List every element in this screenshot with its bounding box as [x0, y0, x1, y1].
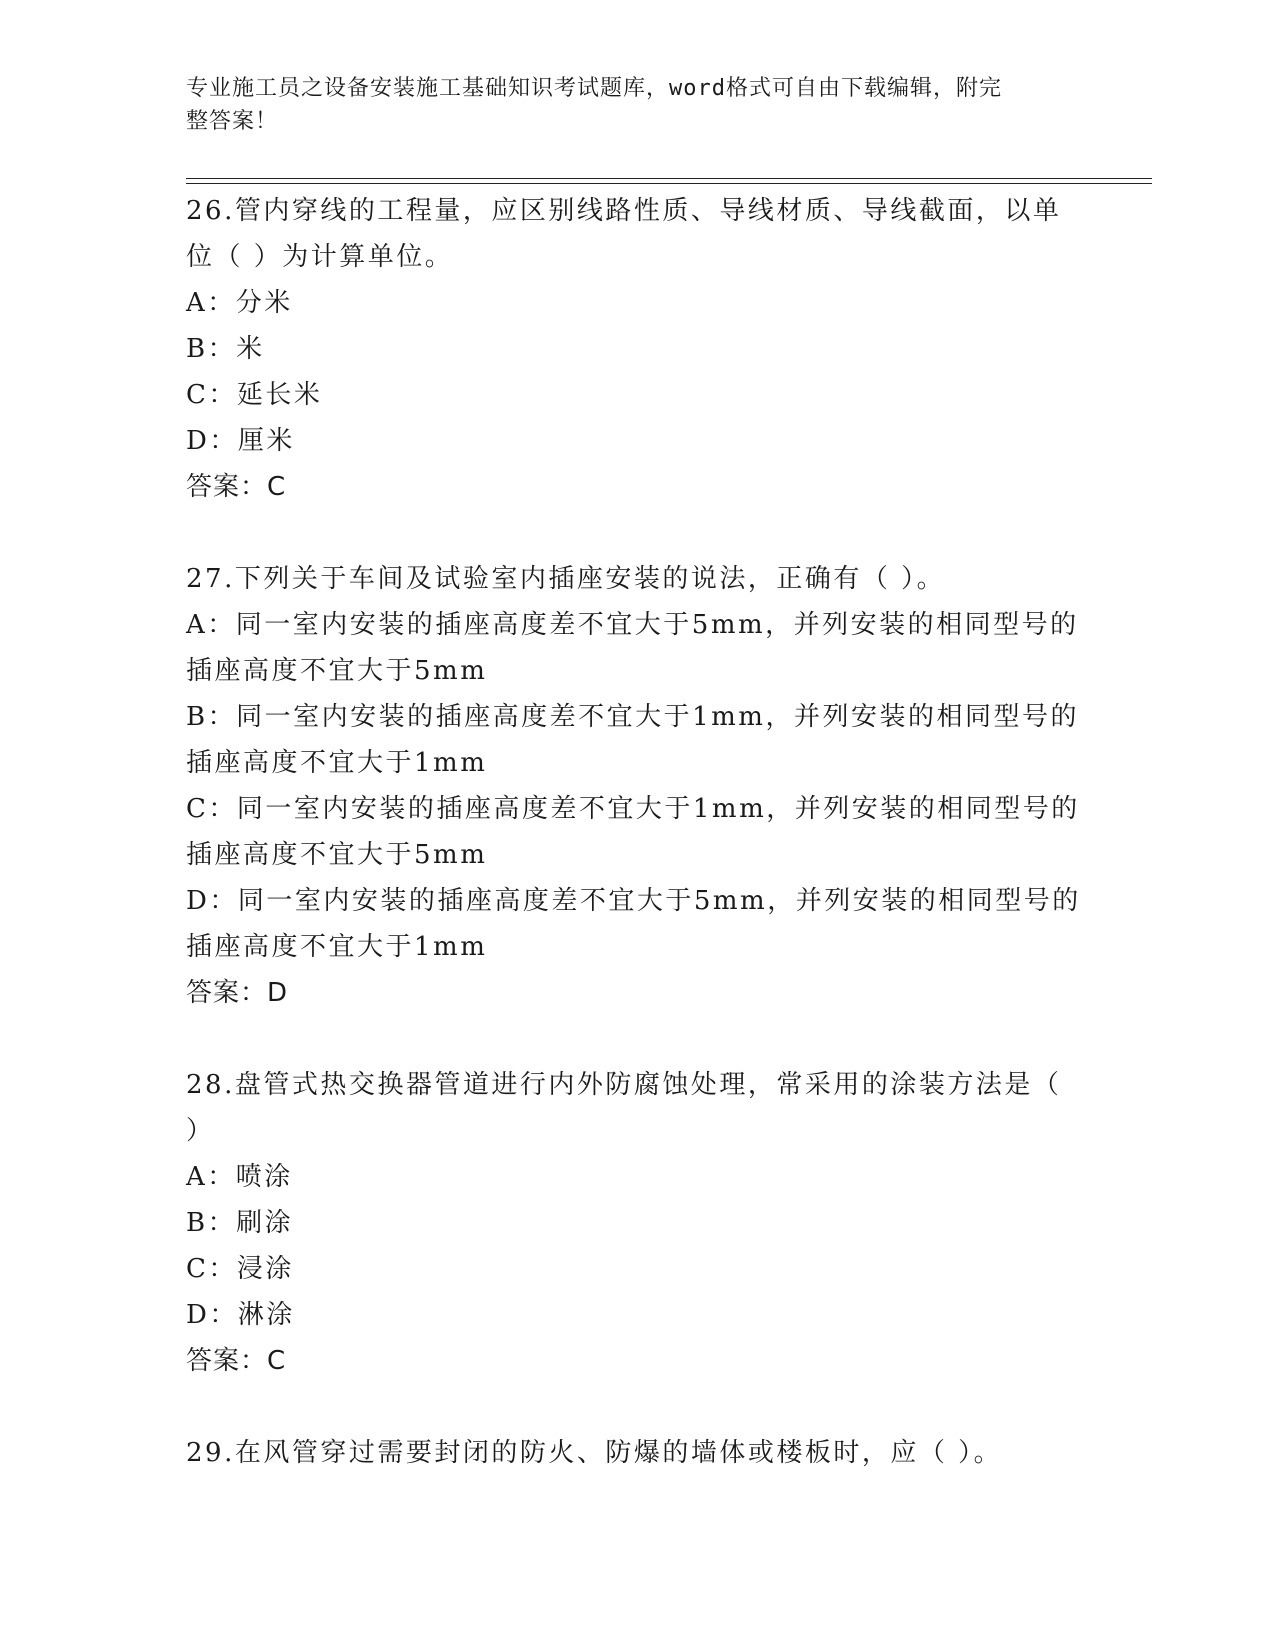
option-c: C：延长米	[186, 380, 323, 410]
option-a: A：分米	[186, 288, 293, 318]
header-line-2: 整答案！	[186, 109, 279, 134]
option-b: B：同一室内安装的插座高度差不宜大于1mm，并列安装的相同型号的	[186, 702, 1079, 732]
option-b: B：刷涂	[186, 1208, 294, 1238]
question-28	[186, 1062, 1086, 1384]
question-text: 26.管内穿线的工程量，应区别线路性质、导线材质、导线截面，以单	[186, 196, 1062, 226]
option-b: B：米	[186, 334, 265, 364]
option-d-cont: 插座高度不宜大于1mm	[186, 932, 488, 962]
question-text-cont: ）	[186, 1116, 215, 1146]
question-list	[186, 188, 1086, 1522]
option-c-cont: 插座高度不宜大于5mm	[186, 840, 488, 870]
question-text: 27.下列关于车间及试验室内插座安装的说法，正确有（ ）。	[186, 564, 946, 594]
header-divider-bottom	[186, 183, 1152, 184]
document-header	[186, 72, 1066, 138]
answer-text: 答案：C	[186, 472, 287, 502]
option-c: C：同一室内安装的插座高度差不宜大于1mm，并列安装的相同型号的	[186, 794, 1080, 824]
option-d: D：同一室内安装的插座高度差不宜大于5mm，并列安装的相同型号的	[186, 886, 1081, 916]
option-b-cont: 插座高度不宜大于1mm	[186, 748, 488, 778]
header-line-1: 专业施工员之设备安装施工基础知识考试题库，word格式可自由下载编辑，附完	[186, 76, 1002, 101]
header-divider-top	[186, 178, 1152, 179]
answer-text: 答案：C	[186, 1346, 287, 1376]
question-27	[186, 556, 1086, 1016]
option-a: A：同一室内安装的插座高度差不宜大于5mm，并列安装的相同型号的	[186, 610, 1079, 640]
question-26	[186, 188, 1086, 510]
option-a-cont: 插座高度不宜大于5mm	[186, 656, 488, 686]
option-a: A：喷涂	[186, 1162, 293, 1192]
question-text: 29.在风管穿过需要封闭的防火、防爆的墙体或楼板时，应（ ）。	[186, 1438, 1003, 1468]
question-29	[186, 1430, 1086, 1476]
question-text-cont: 位（ ）为计算单位。	[186, 242, 454, 272]
question-text: 28.盘管式热交换器管道进行内外防腐蚀处理，常采用的涂装方法是（	[186, 1070, 1062, 1100]
option-d: D：厘米	[186, 426, 295, 456]
answer-text: 答案：D	[186, 978, 289, 1008]
option-c: C：浸涂	[186, 1254, 294, 1284]
option-d: D：淋涂	[186, 1300, 295, 1330]
